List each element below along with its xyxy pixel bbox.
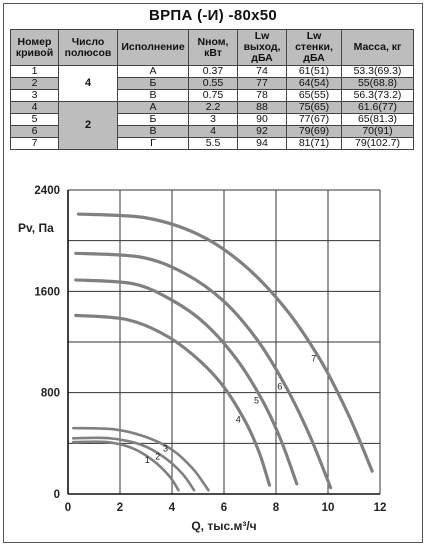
curve-6 (76, 253, 331, 487)
cell-lw-wall: 81(71) (287, 138, 342, 150)
x-tick-label: 6 (220, 502, 228, 514)
cell-curve: 5 (11, 114, 59, 126)
header-curve: Номер кривой (11, 30, 59, 66)
cell-lw-wall: 65(55) (287, 90, 342, 102)
y-tick-label: 0 (53, 489, 60, 501)
curve-2 (73, 438, 194, 490)
cell-power: 0.75 (189, 90, 238, 102)
header-mass: Масса, кг (342, 30, 414, 66)
cell-version: Б (118, 78, 189, 90)
y-tick-label: 800 (40, 387, 60, 400)
cell-power: 3 (189, 114, 238, 126)
x-axis-label: Q, тыс.м³/ч (191, 519, 257, 533)
cell-power: 2.2 (189, 102, 238, 114)
cell-curve: 3 (11, 90, 59, 102)
cell-lw-out: 94 (238, 138, 287, 150)
cell-poles-group-1: 4 (59, 66, 118, 102)
x-tick-label: 8 (272, 502, 280, 514)
cell-mass: 53.3(69.3) (342, 66, 414, 78)
curve-label-2: 2 (155, 451, 161, 462)
cell-lw-out: 74 (238, 66, 287, 78)
cell-lw-out: 90 (238, 114, 287, 126)
cell-version: А (118, 102, 189, 114)
x-tick-label: 0 (64, 502, 72, 514)
cell-version: В (118, 126, 189, 138)
table-row (11, 66, 414, 78)
spec-table (10, 29, 414, 150)
table-header-row (11, 30, 414, 66)
cell-mass: 55(68.8) (342, 78, 414, 90)
cell-curve: 2 (11, 78, 59, 90)
cell-mass: 56.3(73.2) (342, 90, 414, 102)
cell-lw-wall: 61(51) (287, 66, 342, 78)
curve-label-6: 6 (277, 381, 283, 392)
curve-label-4: 4 (235, 414, 241, 425)
x-tick-label: 4 (168, 502, 176, 514)
table-row (11, 102, 414, 114)
curve-label-3: 3 (163, 443, 169, 454)
cell-version: А (118, 66, 189, 78)
curve-4 (76, 315, 270, 485)
cell-lw-out: 92 (238, 126, 287, 138)
y-tick-label: 1600 (34, 286, 60, 299)
cell-power: 4 (189, 126, 238, 138)
cell-mass: 70(91) (342, 126, 414, 138)
curve-5 (76, 280, 297, 484)
cell-curve: 7 (11, 138, 59, 150)
cell-poles-group-2: 2 (59, 102, 118, 150)
cell-lw-out: 77 (238, 78, 287, 90)
cell-power: 0.37 (189, 66, 238, 78)
y-tick-label: 2400 (34, 185, 60, 197)
cell-curve: 1 (11, 66, 59, 78)
cell-lw-out: 88 (238, 102, 287, 114)
curve-label-1: 1 (144, 455, 150, 466)
cell-mass: 65(81.3) (342, 114, 414, 126)
cell-power: 5.5 (189, 138, 238, 150)
cell-lw-wall: 79(69) (287, 126, 342, 138)
x-tick-label: 12 (373, 502, 387, 514)
cell-version: Г (118, 138, 189, 150)
curve-label-5: 5 (254, 395, 260, 406)
cell-version: Б (118, 114, 189, 126)
header-version: Исполнение (118, 30, 189, 66)
y-axis-label: Pv, Па (18, 221, 54, 235)
header-lw-out: Lw выход, дБА (238, 30, 287, 66)
header-poles: Число полюсов (59, 30, 118, 66)
cell-curve: 4 (11, 102, 59, 114)
cell-curve: 6 (11, 126, 59, 138)
figure-title: ВРПА (-И) -80х50 (148, 7, 278, 24)
cell-mass: 61.6(77) (342, 102, 414, 114)
cell-mass: 79(102.7) (342, 138, 414, 150)
cell-lw-out: 78 (238, 90, 287, 102)
header-power: Nном, кВт (189, 30, 238, 66)
curve-label-7: 7 (311, 353, 317, 364)
header-lw-wall: Lw стенки, дБА (287, 30, 342, 66)
x-tick-label: 10 (321, 502, 335, 514)
cell-power: 0.55 (189, 78, 238, 90)
cell-lw-wall: 77(67) (287, 114, 342, 126)
cell-version: В (118, 90, 189, 102)
cell-lw-wall: 75(65) (287, 102, 342, 114)
x-tick-label: 2 (116, 502, 124, 514)
cell-lw-wall: 64(54) (287, 78, 342, 90)
fan-performance-chart (0, 172, 428, 544)
